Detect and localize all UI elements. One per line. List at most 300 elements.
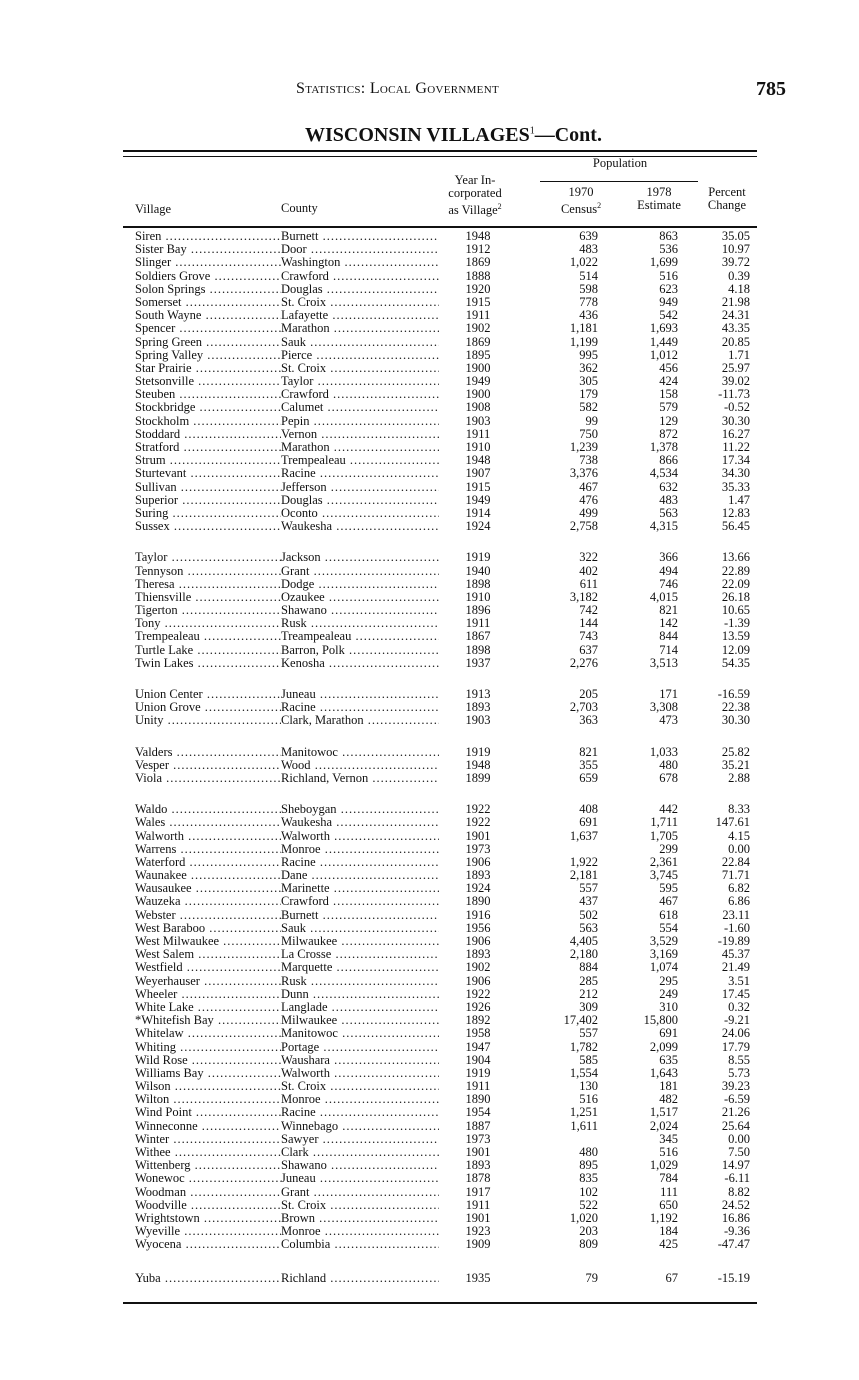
year-incorporated: 1919	[465, 744, 491, 759]
year-incorporated: 1914	[465, 505, 491, 520]
village-name: Stetsonville .....	[135, 375, 281, 388]
table-row	[0, 843, 859, 856]
percent-change: 24.31	[721, 308, 750, 323]
year-incorporated: 1958	[465, 1026, 491, 1041]
percent-change: 26.18	[721, 589, 750, 604]
percent-change: 39.72	[721, 255, 750, 270]
estimate-1978: 2,024	[649, 1118, 678, 1133]
percent-change: 11.22	[722, 440, 750, 454]
estimate-1978: 1,029	[649, 1158, 678, 1173]
county-name: Pepin .....	[281, 415, 439, 428]
percent-change: 25.64	[721, 1118, 750, 1133]
table-row	[0, 1027, 859, 1040]
estimate-1978: 467	[659, 894, 678, 909]
estimate-1978: 516	[659, 1145, 678, 1159]
percent-change: 17.45	[721, 986, 750, 1001]
estimate-1978: 2,361	[649, 854, 678, 869]
census-1970: 809	[579, 1237, 598, 1252]
header-estimate	[626, 186, 692, 212]
county-name: Dodge .....	[281, 578, 439, 591]
year-incorporated: 1912	[465, 242, 491, 257]
village-name: Sister Bay .....	[135, 243, 281, 256]
table-title	[0, 124, 859, 147]
census-1970: 598	[579, 281, 598, 296]
letter-group	[0, 803, 859, 1251]
census-1970: 1,637	[569, 828, 598, 843]
year-incorporated: 1904	[465, 1052, 491, 1067]
letter-group	[0, 688, 859, 728]
county-name: Manitowoc .....	[281, 746, 439, 759]
census-1970: 1,239	[569, 440, 598, 454]
village-name: Siren .....	[135, 230, 281, 243]
estimate-1978: 15,800	[643, 1013, 678, 1028]
census-1970: 1,181	[569, 321, 598, 336]
county-name: Vernon .....	[281, 428, 439, 441]
census-1970: 499	[579, 505, 598, 520]
census-1970: 17,402	[563, 1013, 598, 1028]
county-name: Brown .....	[281, 1212, 439, 1225]
county-name: Trempealeau .....	[281, 454, 439, 467]
year-incorporated: 1911	[465, 426, 491, 441]
estimate-1978: 142	[659, 616, 678, 631]
village-name: Union Grove .....	[135, 701, 281, 714]
percent-change: 35.05	[721, 229, 750, 243]
estimate-1978: 1,033	[649, 744, 678, 759]
village-name: Spencer .....	[135, 322, 281, 335]
percent-change: 8.82	[728, 1184, 750, 1199]
year-incorporated: 1903	[465, 413, 491, 428]
table-row	[0, 283, 859, 296]
percent-change: -1.39	[723, 616, 750, 631]
table-row	[0, 746, 859, 759]
percent-change: 21.98	[721, 294, 750, 309]
county-name: Clark, Marathon .....	[281, 714, 439, 727]
table-row	[0, 415, 859, 428]
census-1970: 203	[579, 1224, 598, 1239]
estimate-1978: 494	[659, 563, 678, 578]
year-incorporated: 1901	[465, 828, 491, 843]
county-name: Washington .....	[281, 256, 439, 269]
year-incorporated: 1890	[465, 1092, 491, 1107]
percent-change: 56.45	[721, 519, 750, 534]
village-name: Withee .....	[135, 1146, 281, 1159]
estimate-1978: 1,693	[649, 321, 678, 336]
village-name: Waterford .....	[135, 856, 281, 869]
county-name: Monroe .....	[281, 843, 439, 856]
estimate-1978: 3,169	[649, 947, 678, 962]
county-name: Milwaukee .....	[281, 1014, 439, 1027]
year-incorporated: 1898	[465, 576, 491, 591]
estimate-1978: 863	[659, 229, 678, 243]
county-name: Treampealeau .....	[281, 630, 439, 643]
percent-change: 35.21	[721, 757, 750, 772]
county-name: Racine .....	[281, 856, 439, 869]
year-incorporated: 1940	[465, 563, 491, 578]
percent-change: 22.38	[721, 700, 750, 715]
county-name: Oconto .....	[281, 507, 439, 520]
estimate-1978: 483	[659, 492, 678, 507]
county-name: Marathon .....	[281, 322, 439, 335]
percent-change: 39.23	[721, 1079, 750, 1094]
village-name: Spring Valley .....	[135, 349, 281, 362]
census-1970: 402	[579, 563, 598, 578]
county-name: Manitowoc .....	[281, 1027, 439, 1040]
census-1970: 483	[579, 242, 598, 257]
census-1970: 895	[579, 1158, 598, 1173]
census-1970: 1,251	[569, 1105, 598, 1120]
percent-change: 23.11	[722, 907, 750, 922]
estimate-1978: 516	[659, 268, 678, 283]
percent-change: 16.27	[721, 426, 750, 441]
table-title-main: WISCONSIN VILLAGES	[305, 124, 530, 146]
estimate-1978: 3,745	[649, 868, 678, 883]
percent-change: 30.30	[721, 713, 750, 728]
estimate-1978: 480	[659, 757, 678, 772]
census-1970: 285	[579, 973, 598, 988]
estimate-1978: 4,534	[649, 466, 678, 481]
table-row	[0, 336, 859, 349]
estimate-1978: 563	[659, 505, 678, 520]
village-name: Sussex .....	[135, 520, 281, 533]
census-1970: 102	[579, 1184, 598, 1199]
county-name: Dunn .....	[281, 988, 439, 1001]
table-row	[0, 714, 859, 727]
census-1970: 742	[579, 603, 598, 618]
county-name: Dane .....	[281, 869, 439, 882]
census-1970: 2,758	[569, 519, 598, 534]
county-name: Sauk .....	[281, 922, 439, 935]
table-row	[0, 551, 859, 564]
estimate-1978: 129	[659, 413, 678, 428]
year-incorporated: 1926	[465, 999, 491, 1014]
county-name: Racine .....	[281, 701, 439, 714]
year-incorporated: 1896	[465, 603, 491, 618]
county-name: Wood .....	[281, 759, 439, 772]
year-incorporated: 1893	[465, 868, 491, 883]
percent-change: 0.32	[728, 999, 750, 1014]
estimate-1978: 579	[659, 400, 678, 415]
county-name: Monroe .....	[281, 1093, 439, 1106]
village-name: Solon Springs .....	[135, 283, 281, 296]
group-spacer	[0, 728, 859, 746]
percent-change: 12.83	[721, 505, 750, 520]
table-row	[0, 988, 859, 1001]
table-row	[0, 520, 859, 533]
header-census	[548, 186, 614, 216]
village-name: Wrightstown .....	[135, 1212, 281, 1225]
year-incorporated: 1901	[465, 1145, 491, 1159]
year-incorporated: 1890	[465, 894, 491, 909]
village-name: Thiensville .....	[135, 591, 281, 604]
census-1970: 516	[579, 1092, 598, 1107]
table-row	[0, 1054, 859, 1067]
county-name: Waukesha .....	[281, 520, 439, 533]
percent-change: 16.86	[721, 1210, 750, 1225]
county-name: Crawford .....	[281, 388, 439, 401]
percent-change: -16.59	[717, 687, 750, 701]
year-incorporated: 1954	[465, 1105, 491, 1120]
table-row	[0, 1120, 859, 1133]
census-1970: 637	[579, 642, 598, 657]
village-name: Walworth .....	[135, 830, 281, 843]
county-name: Kenosha .....	[281, 657, 439, 670]
county-name: Jackson .....	[281, 551, 439, 564]
estimate-1978: 618	[659, 907, 678, 922]
estimate-1978: 456	[659, 360, 678, 375]
year-incorporated: 1893	[465, 1158, 491, 1173]
year-incorporated: 1878	[465, 1171, 491, 1186]
county-name: Richland, Vernon .....	[281, 772, 439, 785]
year-incorporated: 1907	[465, 466, 491, 481]
header-estimate-line2: Estimate	[637, 198, 681, 212]
year-incorporated: 1937	[465, 655, 491, 670]
census-1970: 563	[579, 920, 598, 935]
table-row	[0, 578, 859, 591]
county-name: Marquette .....	[281, 961, 439, 974]
village-name: Wausaukee .....	[135, 882, 281, 895]
village-name: Turtle Lake .....	[135, 644, 281, 657]
village-name: Westfield .....	[135, 961, 281, 974]
village-name: Wilson .....	[135, 1080, 281, 1093]
village-name: Woodman .....	[135, 1186, 281, 1199]
header-population: Population	[592, 156, 648, 170]
village-name: Williams Bay .....	[135, 1067, 281, 1080]
village-name: Twin Lakes .....	[135, 657, 281, 670]
header-year-line3: as Village	[448, 203, 498, 218]
table-row	[0, 830, 859, 843]
village-name: *Whitefish Bay .....	[135, 1014, 281, 1027]
estimate-1978: 310	[659, 999, 678, 1014]
year-incorporated: 1867	[465, 629, 491, 644]
census-1970: 1,022	[569, 255, 598, 270]
table-row	[0, 1106, 859, 1119]
county-name: Lafayette .....	[281, 309, 439, 322]
county-name: Rusk .....	[281, 975, 439, 988]
header-year-line1: Year In-	[454, 173, 496, 187]
percent-change: -15.19	[717, 1270, 750, 1285]
county-name: St. Croix .....	[281, 296, 439, 309]
percent-change: -9.21	[723, 1013, 750, 1028]
county-name: Crawford .....	[281, 895, 439, 908]
table-row	[0, 467, 859, 480]
village-name: Somerset .....	[135, 296, 281, 309]
year-incorporated: 1922	[465, 986, 491, 1001]
county-name: Burnett .....	[281, 909, 439, 922]
census-1970: 437	[579, 894, 598, 909]
estimate-1978: 4,015	[649, 589, 678, 604]
percent-change: 12.09	[721, 642, 750, 657]
table-row	[0, 1172, 859, 1185]
county-name: Waukesha .....	[281, 816, 439, 829]
estimate-1978: 844	[659, 629, 678, 644]
estimate-1978: 714	[659, 642, 678, 657]
table-row	[0, 494, 859, 507]
year-incorporated: 1919	[465, 1065, 491, 1080]
percent-change: 71.71	[721, 868, 750, 883]
table-row	[0, 565, 859, 578]
percent-change: -0.52	[723, 400, 750, 415]
county-name: Columbia .....	[281, 1238, 439, 1251]
percent-change: 24.52	[721, 1197, 750, 1212]
census-1970: 821	[579, 744, 598, 759]
table-row	[0, 772, 859, 785]
village-name: Viola .....	[135, 772, 281, 785]
census-1970: 611	[579, 576, 598, 591]
county-name: Crawford .....	[281, 270, 439, 283]
county-name: Walworth .....	[281, 1067, 439, 1080]
village-name: Wonewoc .....	[135, 1172, 281, 1185]
census-1970: 557	[579, 881, 598, 896]
county-name: Monroe .....	[281, 1225, 439, 1238]
census-1970: 363	[579, 713, 598, 728]
estimate-1978: 181	[659, 1079, 678, 1094]
year-incorporated: 1923	[465, 1224, 491, 1239]
year-incorporated: 1909	[465, 1237, 491, 1252]
estimate-1978: 366	[659, 550, 678, 565]
census-1970: 2,180	[569, 947, 598, 962]
estimate-1978: 678	[659, 770, 678, 785]
percent-change: -6.59	[723, 1092, 750, 1107]
letter-group	[0, 1272, 859, 1285]
percent-change: 0.00	[728, 1131, 750, 1146]
village-name: West Salem .....	[135, 948, 281, 961]
county-name: Grant .....	[281, 565, 439, 578]
year-incorporated: 1922	[465, 802, 491, 817]
header-percent-change	[696, 186, 758, 212]
county-name: Taylor .....	[281, 375, 439, 388]
census-1970: 1,611	[570, 1118, 598, 1133]
census-1970: 480	[579, 1145, 598, 1159]
year-incorporated: 1906	[465, 854, 491, 869]
census-1970: 639	[579, 229, 598, 243]
county-name: Sawyer .....	[281, 1133, 439, 1146]
percent-change: -47.47	[717, 1237, 750, 1252]
table-row	[0, 481, 859, 494]
village-name: Stratford .....	[135, 441, 281, 454]
county-name: Walworth .....	[281, 830, 439, 843]
group-spacer	[0, 785, 859, 803]
letter-group	[0, 230, 859, 533]
year-incorporated: 1869	[465, 334, 491, 349]
estimate-1978: 473	[659, 713, 678, 728]
estimate-1978: 1,711	[650, 815, 678, 830]
year-incorporated: 1949	[465, 374, 491, 389]
table-row	[0, 816, 859, 829]
census-1970: 205	[579, 687, 598, 701]
census-1970: 1,782	[569, 1039, 598, 1054]
village-name: Theresa .....	[135, 578, 281, 591]
percent-change: 3.51	[728, 973, 750, 988]
percent-change: 39.02	[721, 374, 750, 389]
census-1970: 778	[579, 294, 598, 309]
county-name: Juneau .....	[281, 688, 439, 701]
year-incorporated: 1973	[465, 841, 491, 856]
village-name: Taylor .....	[135, 551, 281, 564]
letter-group	[0, 746, 859, 786]
percent-change: 22.84	[721, 854, 750, 869]
census-1970: 408	[579, 802, 598, 817]
year-incorporated: 1911	[465, 616, 491, 631]
year-incorporated: 1947	[465, 1039, 491, 1054]
year-incorporated: 1899	[465, 770, 491, 785]
estimate-1978: 3,308	[649, 700, 678, 715]
percent-change: 0.00	[728, 841, 750, 856]
table-row	[0, 1186, 859, 1199]
top-rule-thick	[123, 150, 757, 152]
village-name: Unity .....	[135, 714, 281, 727]
year-incorporated: 1949	[465, 492, 491, 507]
county-name: Burnett .....	[281, 230, 439, 243]
census-1970: 212	[579, 986, 598, 1001]
estimate-1978: 542	[659, 308, 678, 323]
year-incorporated: 1903	[465, 713, 491, 728]
census-1970: 1,199	[569, 334, 598, 349]
percent-change: 7.50	[728, 1145, 750, 1159]
village-name: Whitelaw .....	[135, 1027, 281, 1040]
year-incorporated: 1920	[465, 281, 491, 296]
running-head-title: Statistics: Local Government	[296, 80, 499, 97]
header-bottom-rule	[123, 226, 757, 228]
village-name: Winter .....	[135, 1133, 281, 1146]
census-1970: 476	[579, 492, 598, 507]
census-1970: 2,703	[569, 700, 598, 715]
year-incorporated: 1948	[465, 453, 491, 468]
village-name: Tennyson .....	[135, 565, 281, 578]
estimate-1978: 184	[659, 1224, 678, 1239]
estimate-1978: 4,315	[649, 519, 678, 534]
year-incorporated: 1869	[465, 255, 491, 270]
percent-change: -1.60	[723, 920, 750, 935]
census-1970: 557	[579, 1026, 598, 1041]
village-name: Wind Point .....	[135, 1106, 281, 1119]
county-name: Pierce .....	[281, 349, 439, 362]
percent-change: 10.65	[721, 603, 750, 618]
year-incorporated: 1919	[465, 550, 491, 565]
village-name: West Baraboo .....	[135, 922, 281, 935]
census-1970: 1,020	[569, 1210, 598, 1225]
county-name: Door .....	[281, 243, 439, 256]
village-name: Sturtevant .....	[135, 467, 281, 480]
table-row	[0, 759, 859, 772]
population-rule	[540, 181, 698, 182]
year-incorporated: 1910	[465, 589, 491, 604]
village-name: Suring .....	[135, 507, 281, 520]
census-1970: 467	[579, 479, 598, 494]
estimate-1978: 1,449	[649, 334, 678, 349]
table-row	[0, 1199, 859, 1212]
estimate-1978: 424	[659, 374, 678, 389]
village-name: Slinger .....	[135, 256, 281, 269]
county-name: Jefferson .....	[281, 481, 439, 494]
header-village: Village	[135, 202, 172, 216]
estimate-1978: 1,643	[649, 1065, 678, 1080]
census-1970: 2,276	[569, 655, 598, 670]
percent-change: 14.97	[721, 1158, 750, 1173]
year-incorporated: 1911	[465, 1079, 491, 1094]
estimate-1978: 67	[665, 1270, 678, 1285]
year-incorporated: 1922	[465, 815, 491, 830]
village-name: Tigerton .....	[135, 604, 281, 617]
county-name: Grant .....	[281, 1186, 439, 1199]
year-incorporated: 1910	[465, 440, 491, 454]
year-incorporated: 1902	[465, 960, 491, 975]
county-name: Richland .....	[281, 1272, 439, 1285]
county-name: Racine .....	[281, 1106, 439, 1119]
year-incorporated: 1902	[465, 321, 491, 336]
county-name: St. Croix .....	[281, 1199, 439, 1212]
year-incorporated: 1900	[465, 360, 491, 375]
estimate-1978: 2,099	[649, 1039, 678, 1054]
